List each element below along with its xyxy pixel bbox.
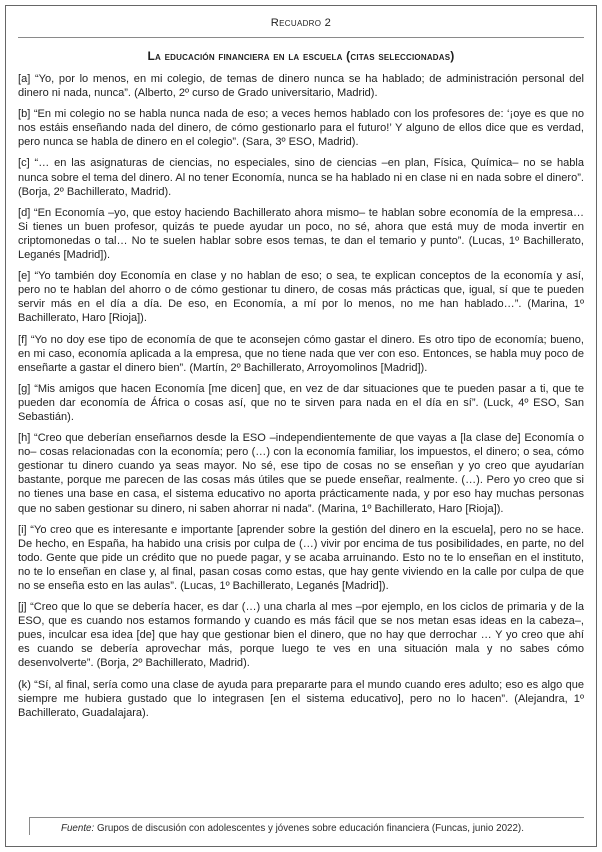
quote-k: (k) “Sí, al final, sería como una clase de ayuda para prepararte para el mundo cuando eres adulto; eso es algo que siempre me hubiera gustado que lo integrasen [en el sistema educativo], pero no lo hacen”. (Alejandra, 1º Bachillerato, Guadalajara).: [18, 678, 584, 719]
quote-f: [f] “Yo no doy ese tipo de economía de que te aconsejen cómo gastar el dinero. Es otro tipo de economía; bueno, en mi caso, economía aplicada a la empresa, que no tiene nada que ver con eso. Entonces, se habla muy poco de enseñarte a gastar el dinero bien”. (Martín, 2º Bachillerato, Arroyomolinos [Madrid]).: [18, 333, 584, 374]
source-divider-tick: [29, 817, 30, 835]
quote-e: [e] “Yo también doy Economía en clase y no hablan de eso; o sea, te explican conceptos de la economía y así, pero no te hablan del ahorro o de cómo gestionar tu dinero, de cosas más prácticas que, igual, sí que te pueden servir más en el día a día. De eso, en Economía, a mí por lo menos, no me han hablado…”. (Marina, 1º Bachillerato, Haro [Rioja]).: [18, 270, 584, 325]
source-text: Grupos de discusión con adolescentes y jóvenes sobre educación financiera (Funcas, junio 2022).: [94, 823, 524, 834]
quote-i: [i] “Yo creo que es interesante e importante [aprender sobre la gestión del dinero en la escuela], pero no se hace. De hecho, en España, ha habido una crisis por culpa de (…) vivir por encima de tus posibilidades, en parte, no del todo. Gente que pide un crédito que no puede pagar, y se acaba arruinando. Esto no te lo enseñan en el instituto, no te lo enseñan en clase y, al final, pasan cosas como estas, que hay gente viviendo en la calle por culpa de que no se enseña esto en las aulas”. (Lucas, 1º Bachillerato, Leganés [Madrid]).: [18, 523, 584, 592]
source-note: [30, 817, 584, 836]
box-title: La educación financiera en la escuela (citas seleccionadas): [147, 49, 455, 63]
source-prefix: Fuente:: [61, 823, 95, 834]
quote-b: [b] “En mi colegio no se habla nunca nada de eso; a veces hemos hablado con los profesores de: ‘¡oye es que no nos estáis enseñando nada del dinero, de cómo gestionarlo para el futuro!’ Y alguno de ellos dice que es verdad, pero nunca se habla de dinero en el colegio”. (Sara, 3º ESO, Madrid).: [18, 108, 584, 149]
quote-h: [h] “Creo que deberían enseñarnos desde la ESO –independientemente de que vayas a [la clase de] Economía o no– cosas relacionadas con la economía; pero (…) con la economía familiar, los impuestos, el dinero; o sea, cómo gestionar tu dinero cuando ya seas mayor. No sé, ese tipo de cosas no se enseñan y yo creo que ayudarían bastante, porque me parecen de las cosas más útiles que se puede enseñar, realmente. (…). Pero yo creo que si no tienes una base en casa, el sistema educativo no aporta prácticamente nada, y por eso hay muchas personas que no saben gestionar su dinero, ni saben ahorrar ni nada”. (Marina, 1º Bachillerato, Haro [Rioja]).: [18, 432, 584, 515]
quote-a: [a] “Yo, por lo menos, en mi colegio, de temas de dinero nunca se ha hablado; de administración personal del dinero ni nada, nunca”. (Alberto, 2º curso de Grado universitario, Madrid).: [18, 73, 584, 100]
quote-j: [j] “Creo que lo que se debería hacer, es dar (…) una charla al mes –por ejemplo, en los ciclos de primaria y de la ESO, que es cuando nos estamos formando y cuando es más fácil que se nos metan esas ideas en la cabeza–, pues, inculcar esa idea [de] que hay que gestionar bien el dinero, que no hay que derrochar … Y yo creo que ahí es cuando se debería aprovechar más, porque luego te ves en una situación mala y no sabes cómo desenvolverte”. (Borja, 2º Bachillerato, Madrid).: [18, 601, 584, 670]
quote-c: [c] “… en las asignaturas de ciencias, no especiales, sino de ciencias –en plan, Física, Química– no se habla nunca sobre el tema del dinero. Al no tener Economía, nunca se ha hablado ni en clase ni en nada sobre el dinero”. (Borja, 2º Bachillerato, Madrid).: [18, 157, 584, 198]
text-box: [5, 5, 597, 847]
quote-d: [d] “En Economía –yo, que estoy haciendo Bachillerato ahora mismo– te hablan sobre economía de la empresa… Si tienes un buen profesor, quizás te puede ayudar un poco, no sé, ahora que está muy de moda invertir en criptomonedas o tal… No te suelen hablar sobre esos temas, te dan el temario y punto”. (Lucas, 1º Bachillerato, Leganés [Madrid]).: [18, 206, 584, 262]
quote-g: [g] “Mis amigos que hacen Economía [me dicen] que, en vez de dar situaciones que te pueden pasar a ti, que te pueden dar economía de África o cosas así, que no te sirven para nada en el día en sí”. (Luck, 4º ESO, San Sebastián).: [18, 382, 584, 423]
header-divider: [18, 37, 584, 38]
box-label: Recuadro 2: [270, 17, 332, 29]
